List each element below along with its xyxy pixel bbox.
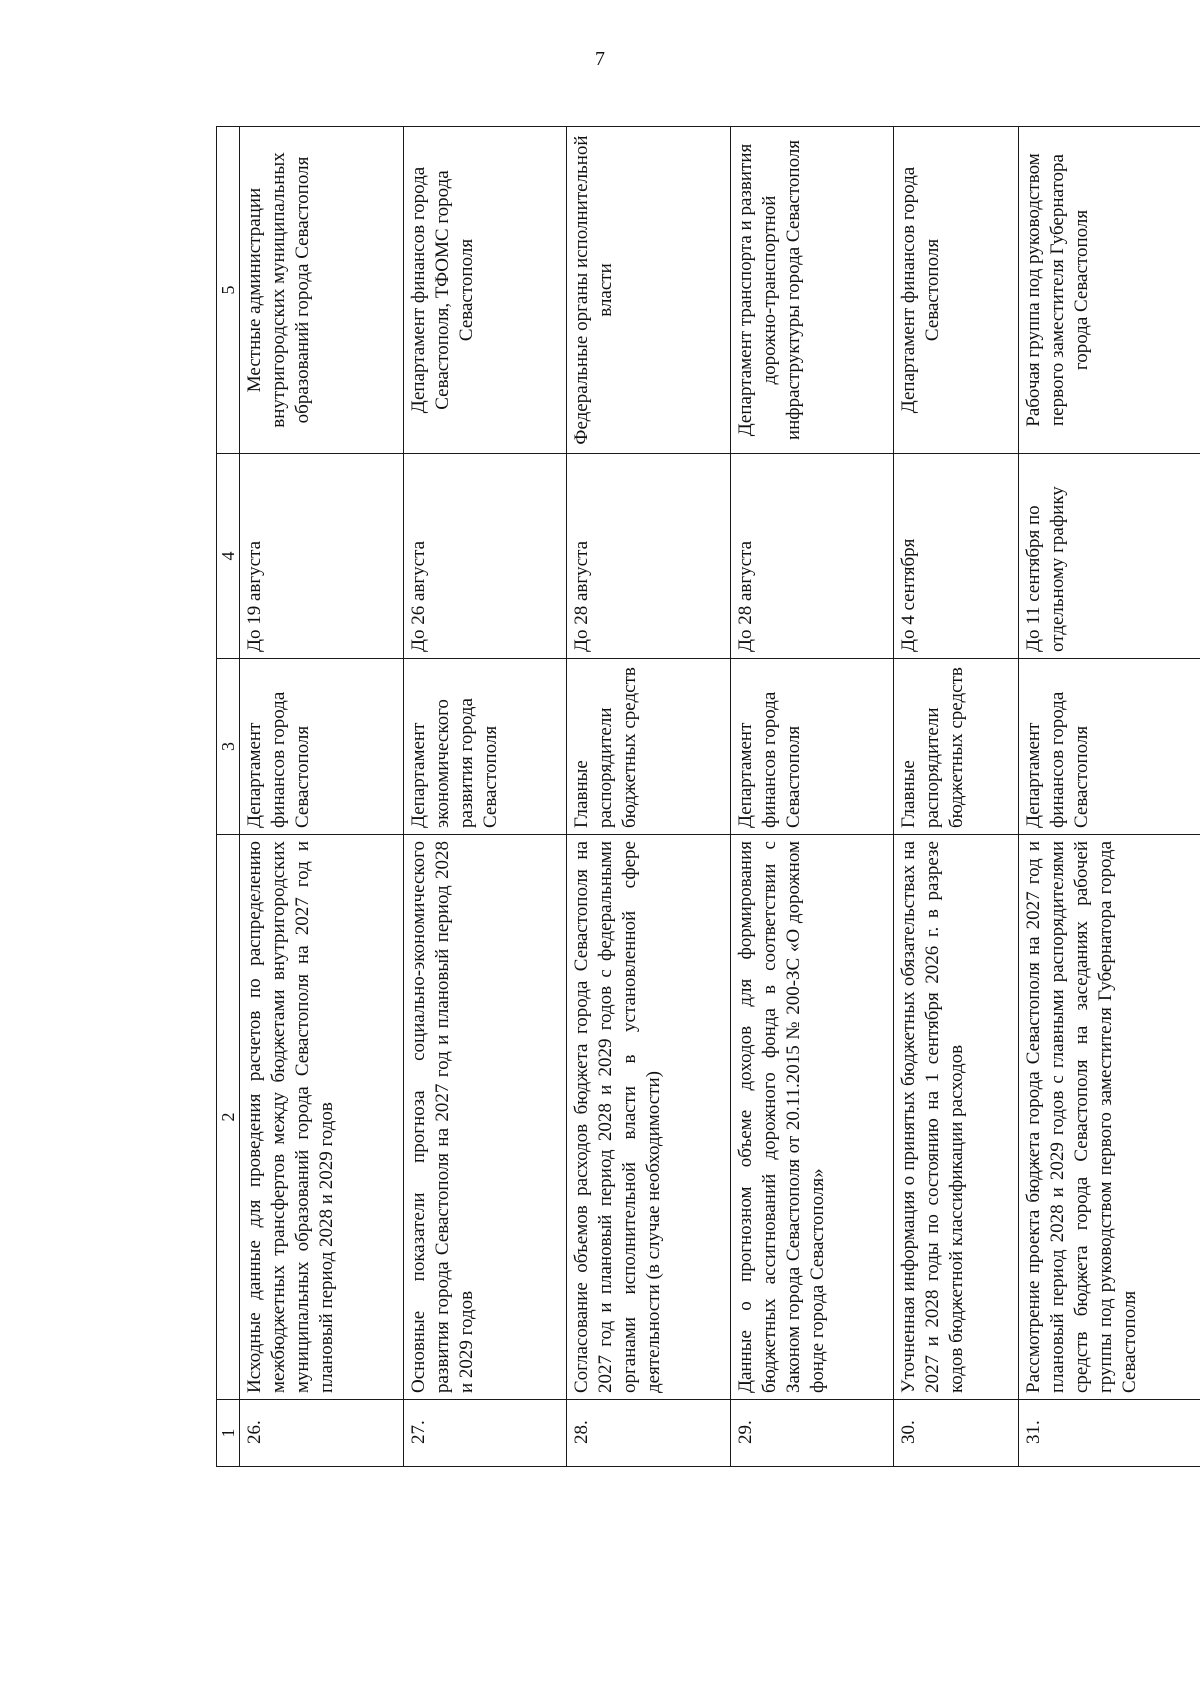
row-participants: Рабочая группа под руководством первого заместителя Губернатора города Севастополя (1019, 127, 1200, 454)
rotated-table-frame (216, 127, 1200, 1467)
row-description: Рассмотрение проекта бюджета города Севастополя на 2027 год и плановый период 2028 и 2029 годов с главными распорядителями средств бюджета города Севастополя на заседаниях рабочей группы под руководством первого заместителя Губернатора города Севастополя (1019, 835, 1200, 1400)
row-deadline: До 19 августа (240, 454, 404, 659)
row-description: Основные показатели прогноза социально-экономического развития города Севастополя на 2027 год и плановый период 2028 и 2029 годов (403, 835, 567, 1400)
row-deadline: До 28 августа (730, 454, 894, 659)
row-responsible: Главные распорядители бюджетных средств (567, 659, 731, 835)
page-number: 7 (595, 48, 605, 70)
row-participants: Департамент финансов города Севастополя, ТФОМС города Севастополя (403, 127, 567, 454)
table-row (403, 127, 567, 1467)
row-responsible: Департамент финансов города Севастополя (730, 659, 894, 835)
row-number: 26. (240, 1400, 404, 1467)
row-participants: Местные администрации внутригородских муниципальных образований города Севастополя (240, 127, 404, 454)
row-participants: Федеральные органы исполнительной власти (567, 127, 731, 454)
row-description: Согласование объемов расходов бюджета города Севастополя на 2027 год и плановый период 2028 и 2029 годов с федеральными органами исполнительной власти в установленной сфере деятельности (в случае необходимости) (567, 835, 731, 1400)
row-description: Уточненная информация о принятых бюджетных обязательствах на 2027 и 2028 годы по состоянию на 1 сентября 2026 г. в разрезе кодов бюджетной классификации расходов (894, 835, 1019, 1400)
row-description: Данные о прогнозном объеме доходов для формирования бюджетных ассигнований дорожного фонда в соответствии с Законом города Севастополя от 20.11.2015 № 200-ЗС «О дорожном фонде города Севастополя» (730, 835, 894, 1400)
table-wrapper (216, 127, 1200, 1467)
row-deadline: До 4 сентября (894, 454, 1019, 659)
row-responsible: Департамент финансов города Севастополя (1019, 659, 1200, 835)
row-number: 31. (1019, 1400, 1200, 1467)
table-row (730, 127, 894, 1467)
table-row (567, 127, 731, 1467)
row-responsible: Департамент финансов города Севастополя (240, 659, 404, 835)
row-number: 27. (403, 1400, 567, 1467)
row-number: 28. (567, 1400, 731, 1467)
row-deadline: До 26 августа (403, 454, 567, 659)
column-number-3: 3 (217, 659, 240, 835)
row-deadline: До 11 сентября по отдельному графику (1019, 454, 1200, 659)
row-deadline: До 28 августа (567, 454, 731, 659)
column-number-2: 2 (217, 835, 240, 1400)
row-responsible: Департамент экономического развития города Севастополя (403, 659, 567, 835)
table-header-row (217, 127, 240, 1467)
row-number: 29. (730, 1400, 894, 1467)
column-number-4: 4 (217, 454, 240, 659)
table-row (894, 127, 1019, 1467)
row-number: 30. (894, 1400, 1019, 1467)
row-participants: Департамент транспорта и развития дорожно-транспортной инфраструктуры города Севастополя (730, 127, 894, 454)
column-number-5: 5 (217, 127, 240, 454)
row-description: Исходные данные для проведения расчетов по распределению межбюджетных трансфертов между бюджетами внутригородских муниципальных образований города Севастополя на 2027 год и плановый период 2028 и 2029 годов (240, 835, 404, 1400)
schedule-table (216, 126, 1200, 1467)
table-row (240, 127, 404, 1467)
table-row (1019, 127, 1200, 1467)
column-number-1: 1 (217, 1400, 240, 1467)
row-responsible: Главные распорядители бюджетных средств (894, 659, 1019, 835)
row-participants: Департамент финансов города Севастополя (894, 127, 1019, 454)
